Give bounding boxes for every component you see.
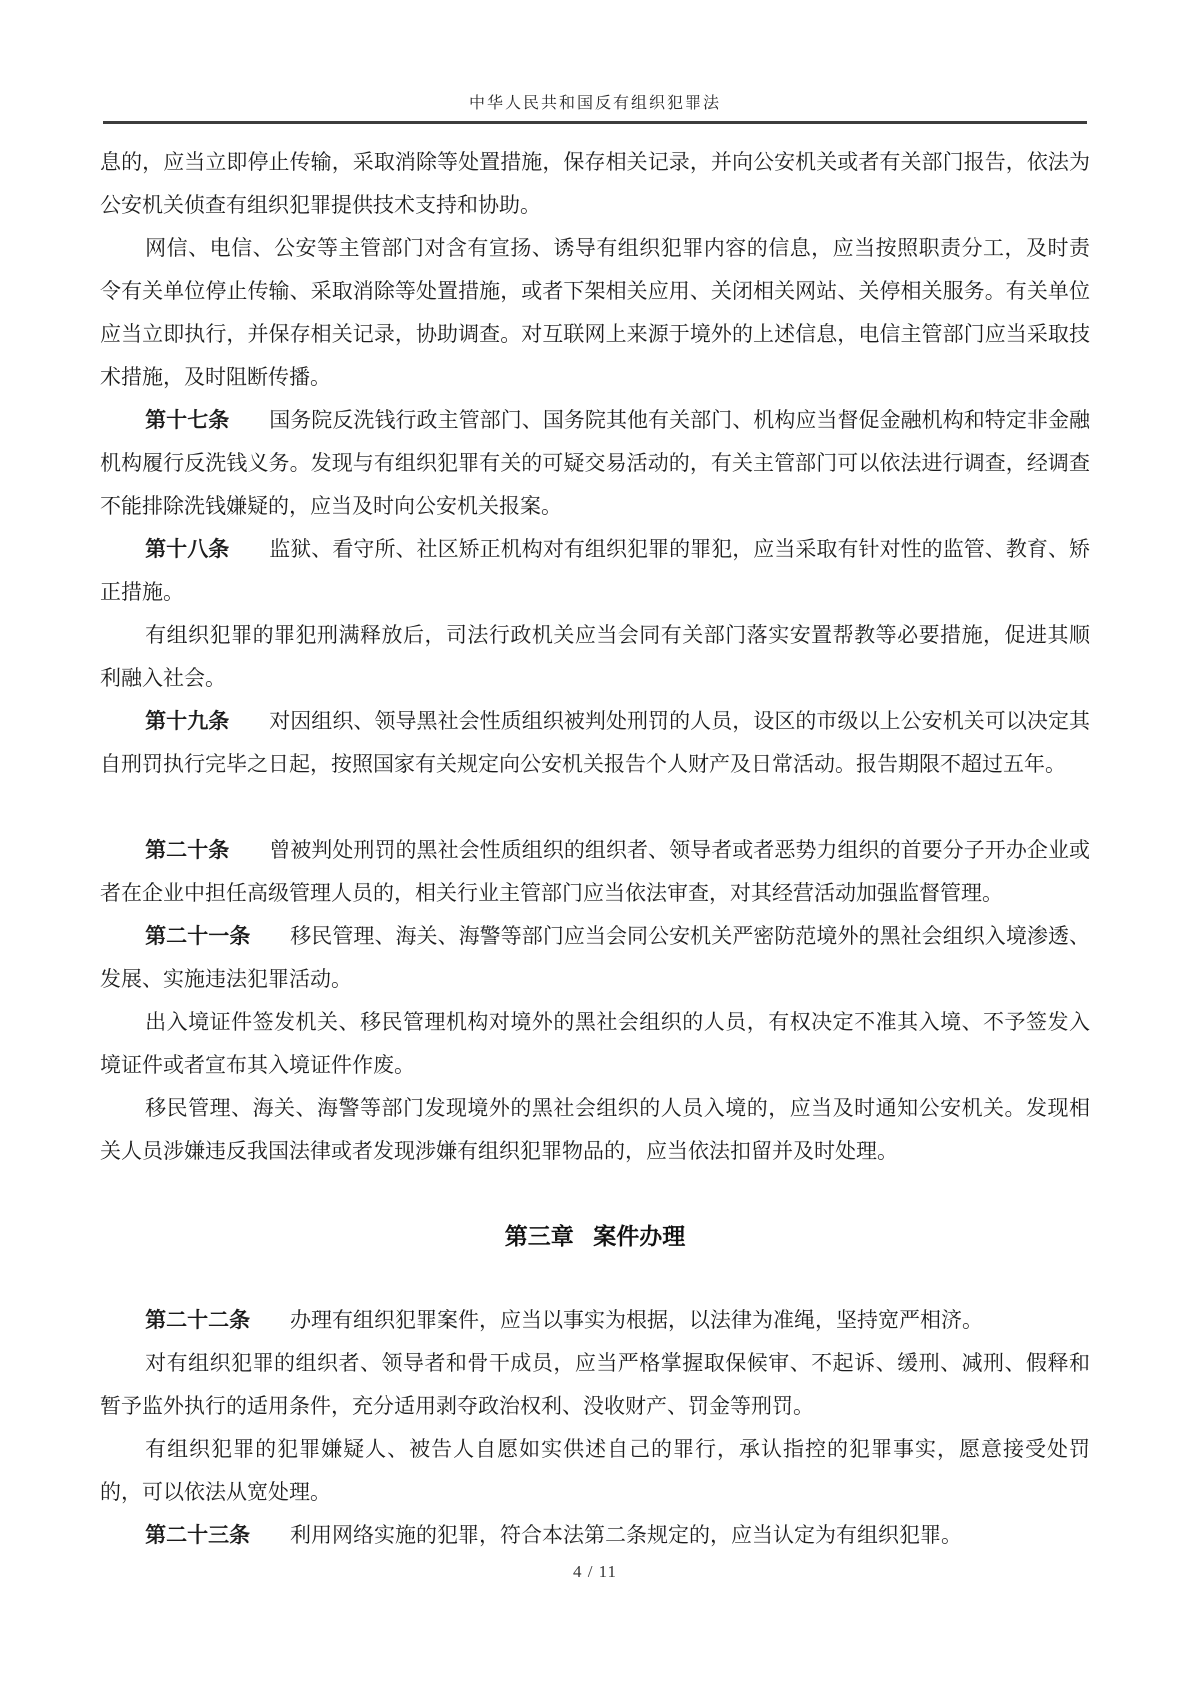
article-paragraph xyxy=(100,700,1090,786)
body-paragraph xyxy=(100,227,1090,399)
paragraph-text: 有组织犯罪的犯罪嫌疑人、被告人自愿如实供述自己的罪行，承认指控的犯罪事实，愿意接受处罚的，可以依法从宽处理。 xyxy=(100,1437,1090,1504)
article-paragraph xyxy=(100,915,1090,1001)
page-header xyxy=(103,90,1087,124)
paragraph-text: 办理有组织犯罪案件，应当以事实为根据，以法律为准绳，坚持宽严相济。 xyxy=(290,1308,984,1332)
body-paragraph xyxy=(100,1342,1090,1428)
header-divider-rule xyxy=(103,121,1087,124)
article-number-label: 第二十三条 xyxy=(145,1523,251,1547)
document-content xyxy=(100,141,1090,1557)
article-paragraph xyxy=(100,1514,1090,1557)
chapter-title: 案件办理 xyxy=(593,1224,686,1249)
article-paragraph xyxy=(100,829,1090,915)
article-number-label: 第二十条 xyxy=(145,838,230,862)
paragraph-text: 网信、电信、公安等主管部门对含有宣扬、诱导有组织犯罪内容的信息，应当按照职责分工，及时责令有关单位停止传输、采取消除等处置措施，或者下架相关应用、关闭相关网站、关停相关服务。有关单位应当立即执行，并保存相关记录，协助调查。对互联网上来源于境外的上述信息，电信主管部门应当采取技术措施，及时阻断传播。 xyxy=(100,236,1090,389)
body-paragraph xyxy=(100,1087,1090,1173)
document-title: 中华人民共和国反有组织犯罪法 xyxy=(468,95,721,112)
article-number-label: 第十八条 xyxy=(145,537,230,561)
body-paragraph xyxy=(100,141,1090,227)
article-number-label: 第二十二条 xyxy=(145,1308,251,1332)
paragraph-text: 有组织犯罪的罪犯刑满释放后，司法行政机关应当会同有关部门落实安置帮教等必要措施，促进其顺利融入社会。 xyxy=(100,623,1090,690)
chapter-number: 第三章 xyxy=(504,1224,574,1249)
paragraph-text: 对有组织犯罪的组织者、领导者和骨干成员，应当严格掌握取保候审、不起诉、缓刑、减刑、假释和暂予监外执行的适用条件，充分适用剥夺政治权利、没收财产、罚金等刑罚。 xyxy=(100,1351,1090,1418)
article-number-label: 第十七条 xyxy=(145,408,230,432)
paragraph-text: 息的，应当立即停止传输，采取消除等处置措施，保存相关记录，并向公安机关或者有关部门报告，依法为公安机关侦查有组织犯罪提供技术支持和协助。 xyxy=(100,150,1090,217)
paragraph-text: 曾被判处刑罚的黑社会性质组织的组织者、领导者或者恶势力组织的首要分子开办企业或者在企业中担任高级管理人员的，相关行业主管部门应当依法审查，对其经营活动加强监督管理。 xyxy=(100,838,1090,905)
article-paragraph xyxy=(100,399,1090,528)
article-paragraph xyxy=(100,528,1090,614)
page-number-indicator: 4 / 11 xyxy=(572,1562,618,1581)
body-paragraph xyxy=(100,1428,1090,1514)
paragraph-text: 移民管理、海关、海警等部门发现境外的黑社会组织的人员入境的，应当及时通知公安机关。发现相关人员涉嫌违反我国法律或者发现涉嫌有组织犯罪物品的，应当依法扣留并及时处理。 xyxy=(100,1096,1090,1163)
paragraph-text: 出入境证件签发机关、移民管理机构对境外的黑社会组织的人员，有权决定不准其入境、不予签发入境证件或者宣布其入境证件作废。 xyxy=(100,1010,1090,1077)
article-number-label: 第二十一条 xyxy=(145,924,251,948)
article-number-label: 第十九条 xyxy=(145,709,230,733)
paragraph-text: 国务院反洗钱行政主管部门、国务院其他有关部门、机构应当督促金融机构和特定非金融机构履行反洗钱义务。发现与有组织犯罪有关的可疑交易活动的，有关主管部门可以依法进行调查，经调查不能排除洗钱嫌疑的，应当及时向公安机关报案。 xyxy=(100,408,1090,518)
paragraph-text: 对因组织、领导黑社会性质组织被判处刑罚的人员，设区的市级以上公安机关可以决定其自刑罚执行完毕之日起，按照国家有关规定向公安机关报告个人财产及日常活动。报告期限不超过五年。 xyxy=(100,709,1090,776)
paragraph-text: 监狱、看守所、社区矫正机构对有组织犯罪的罪犯，应当采取有针对性的监管、教育、矫正措施。 xyxy=(100,537,1090,604)
page-footer xyxy=(0,1562,1190,1582)
article-paragraph xyxy=(100,1299,1090,1342)
body-paragraph xyxy=(100,1001,1090,1087)
chapter-heading xyxy=(100,1215,1090,1259)
body-paragraph xyxy=(100,614,1090,700)
paragraph-text: 移民管理、海关、海警等部门应当会同公安机关严密防范境外的黑社会组织入境渗透、发展、实施违法犯罪活动。 xyxy=(100,924,1090,991)
paragraph-text: 利用网络实施的犯罪，符合本法第二条规定的，应当认定为有组织犯罪。 xyxy=(290,1523,963,1547)
